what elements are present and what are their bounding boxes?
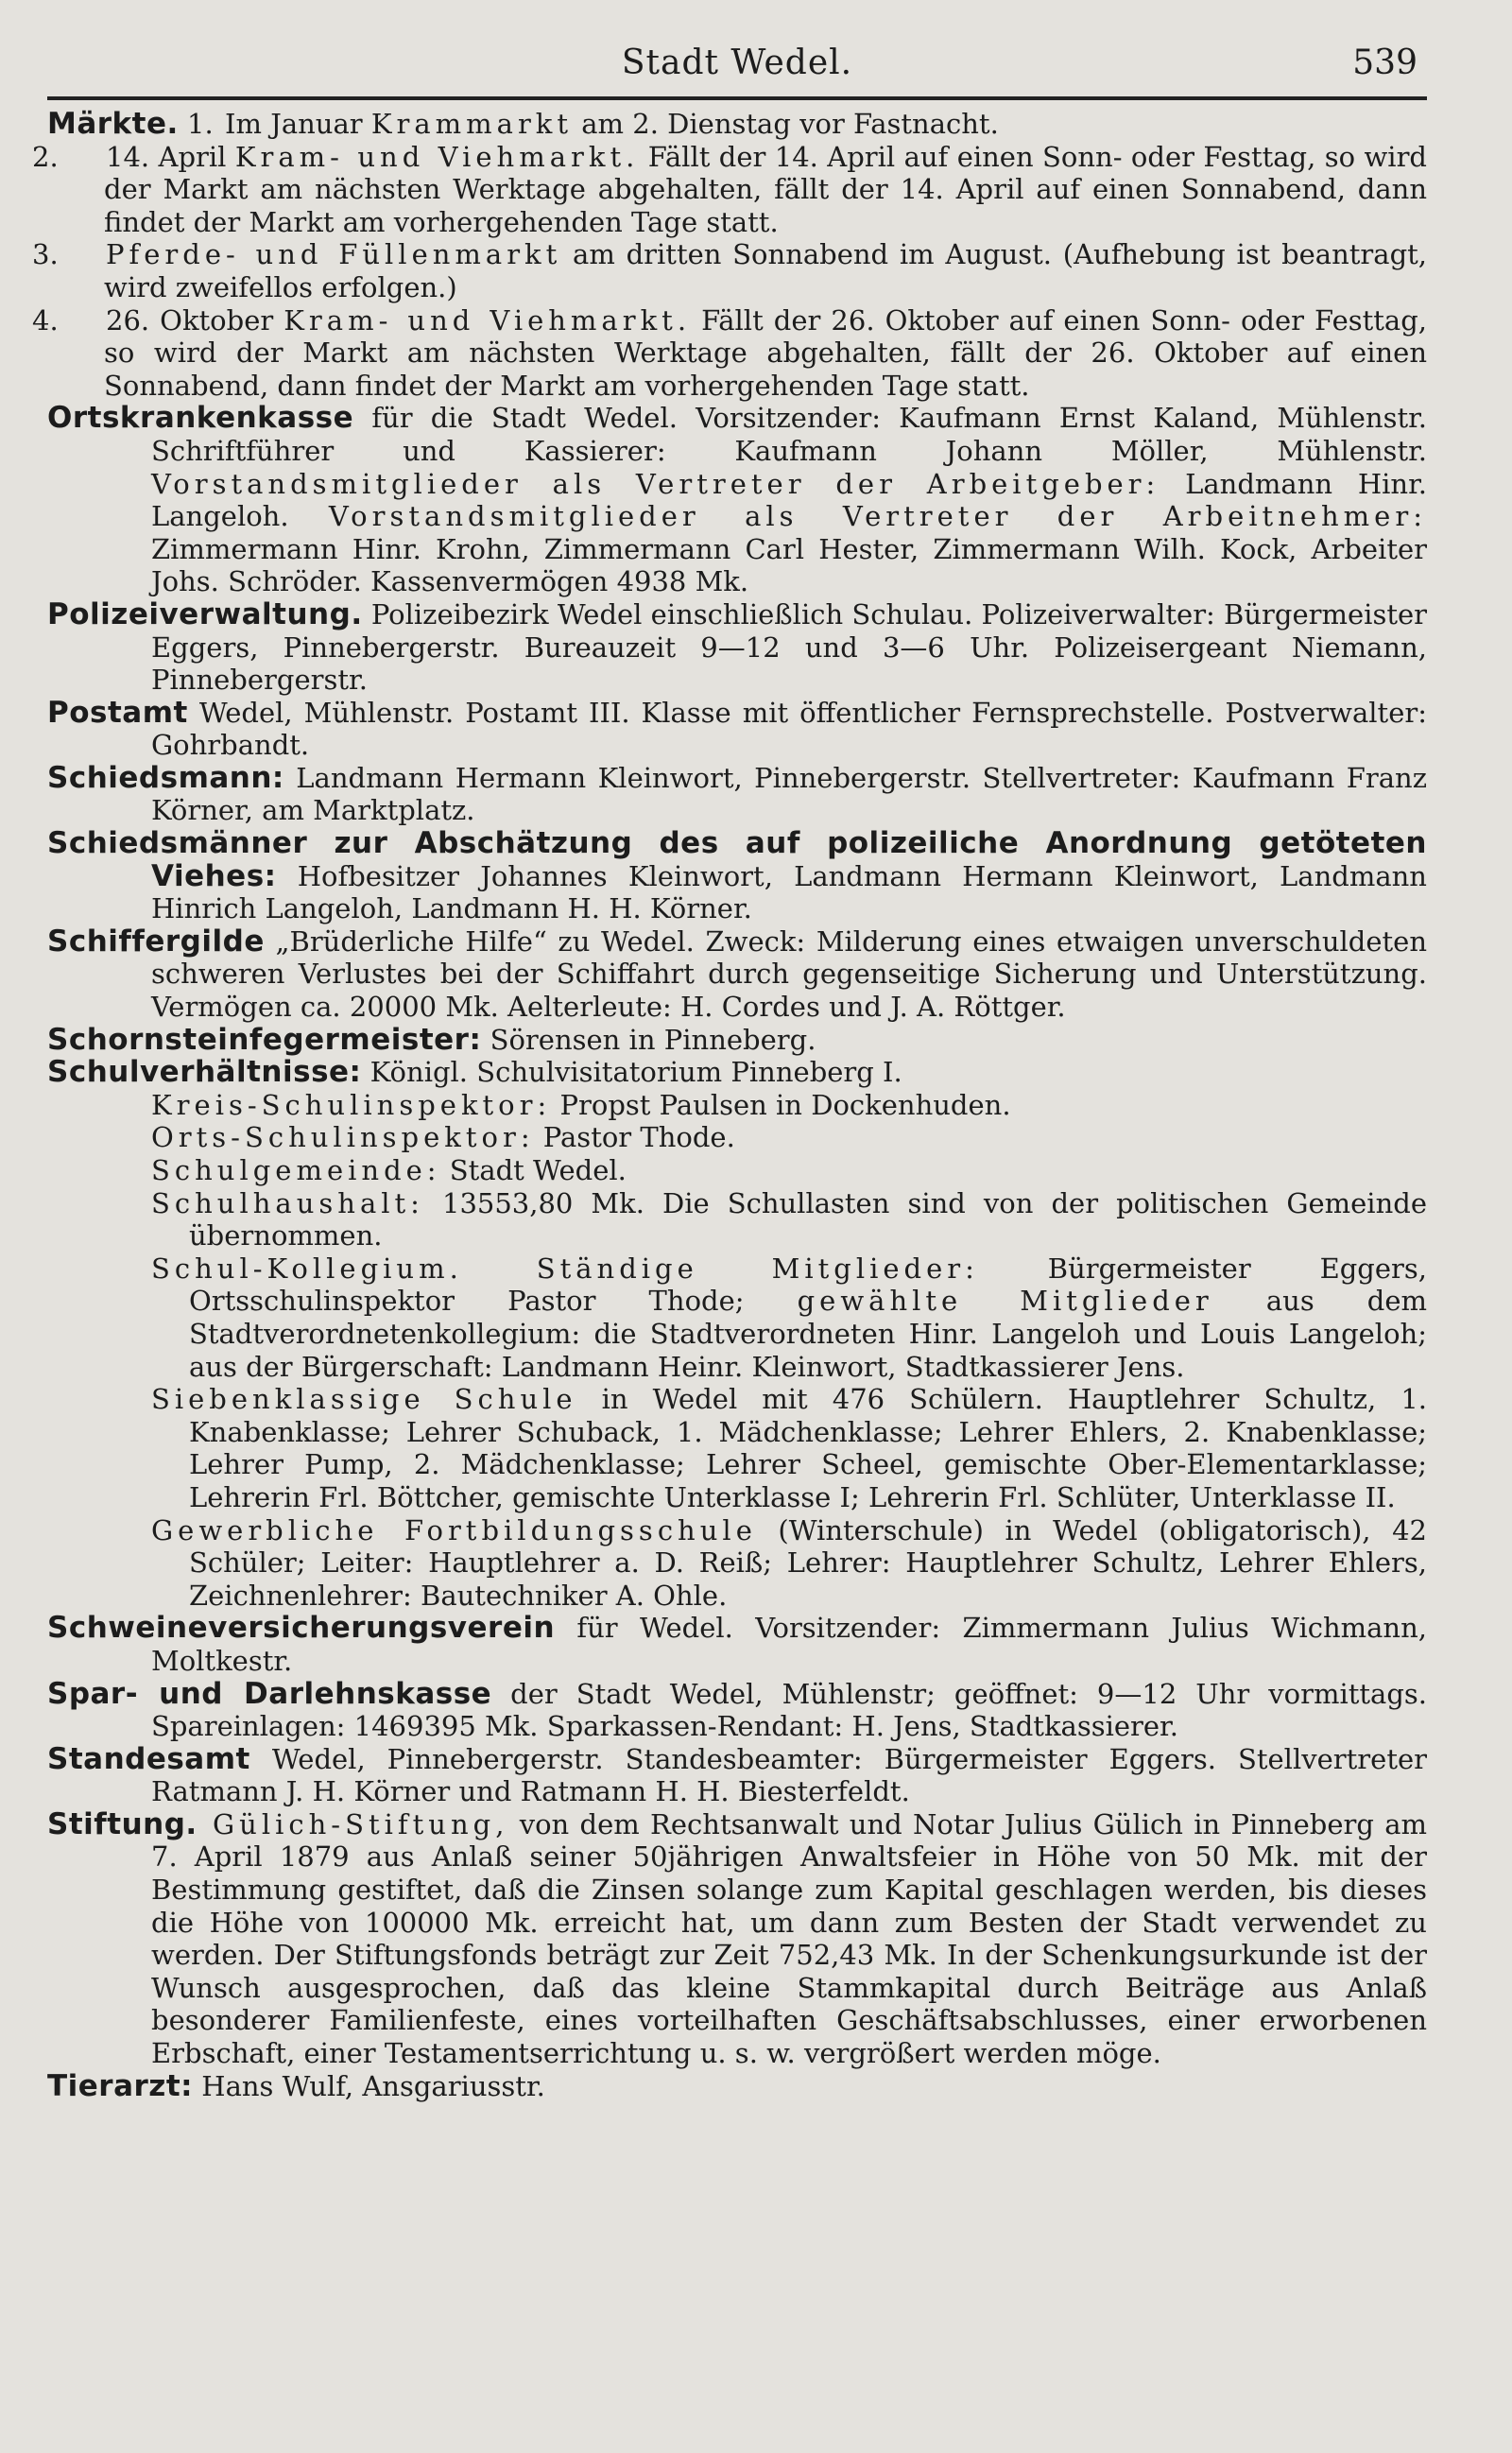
entry-schulverhaeltnisse — [47, 1056, 1427, 1089]
entry-heading: Standesamt — [47, 1741, 250, 1776]
entry-spaced-term: Vorstandsmitglieder als Vertreter der Arbeitgeber: — [151, 467, 1160, 500]
entry-text: Landmann Hinr. Langeloh. — [151, 467, 1427, 533]
item-text: Propst Paulsen in Dockenhuden. — [551, 1088, 1011, 1121]
entry-text: Wedel, Pinnebergerstr. Standesbeamter: Bürgermeister Eggers. Stellvertreter Ratmann J. H. Körner und Ratmann H. H. Biesterfeldt. — [151, 1742, 1427, 1808]
page-header — [47, 38, 1427, 100]
entry-text: Königl. Schulvisitatorium Pinneberg I. — [361, 1056, 902, 1089]
entry-maerkte — [47, 108, 1427, 141]
entry-heading: Tierarzt: — [47, 2068, 194, 2103]
item-spaced-term: Siebenklassige Schule — [151, 1383, 577, 1416]
entry-spaced-term: Vorstandsmitglieder als Vertreter der Arbeitnehmer: — [328, 500, 1427, 533]
item-text: Stadt Wedel. — [440, 1154, 627, 1186]
entry-heading: Schiedsmann: — [47, 760, 284, 795]
item-spaced-term: Kram- und Viehmarkt. — [284, 303, 692, 337]
entry-heading: Schornsteinfegermeister: — [47, 1022, 482, 1057]
list-item — [32, 140, 1427, 239]
item-spaced-term: Schulhaushalt: — [151, 1186, 424, 1219]
item-spaced-term: gewählte Mitglieder — [797, 1285, 1213, 1318]
item-spaced-term: Gewerbliche Fortbildungsschule — [151, 1513, 757, 1546]
entry-heading: Spar- und Darlehnskasse — [47, 1676, 492, 1711]
entry-stiftung — [47, 1808, 1427, 2070]
item-spaced-term: Kreis-Schulinspektor: — [151, 1088, 552, 1121]
entry-heading: Schiffergilde — [47, 924, 265, 959]
entry-text: von dem Rechtsanwalt und Notar Julius Gülich in Pinneberg am 7. April 1879 aus Anlaß seiner 50jährigen Anwaltsfeier in Höhe von 50 Mk. mit der Bestimmung gestiftet, daß die Zinsen solange zum Kapital geschlagen werden, bis dieses die Höhe von 100000 Mk. erreicht hat, um dann zum Besten der Stadt verwendet zu werden. Der Stiftungsfonds beträgt zur Zeit 752,43 Mk. In der Schenkungsurkunde ist der Wunsch ausgesprochen, daß das kleine Stammkapital durch Beiträge aus Anlaß besonderer Familienfeste, eines vorteilhaften Geschäftsabschlusses, einer erworbenen Erbschaft, einer Testamentserrichtung u. s. w. vergrößert werden möge. — [151, 1807, 1428, 2070]
list-item — [47, 1383, 1427, 1513]
item-text: am dritten Sonnabend im August. (Aufhebung ist beantragt, wird zweifellos erfolgen.) — [104, 238, 1428, 303]
entry-text: „Brüderliche Hilfe“ zu Wedel. Zweck: Milderung eines etwaigen unverschuldeten schweren Verlustes bei der Schiffahrt durch gegenseitige Sicherung und Unterstützung. Vermögen ca. 20000 Mk. Aelterleute: H. Cordes und J. A. Röttger. — [151, 924, 1427, 1024]
entry-schiedsmann — [47, 762, 1427, 827]
entry-text: für die Stadt Wedel. Vorsitzender: Kaufmann Ernst Kaland, Mühlenstr. Schriftführer und Kassierer: Kaufmann Johann Möller, Mühlenstr. — [151, 402, 1427, 467]
entry-heading: Schweineversicherungsverein — [47, 1611, 556, 1646]
entry-heading: Schiedsmänner zur Abschätzung des auf polizeiliche Anordnung getöteten Viehes: — [47, 826, 1427, 893]
running-title: Stadt Wedel. — [621, 43, 853, 82]
item-text: 13553,80 Mk. Die Schullasten sind von der politischen Gemeinde übernommen. — [189, 1186, 1427, 1252]
item-text: Im Januar — [225, 108, 371, 140]
item-text: Pastor Thode. — [534, 1121, 735, 1154]
item-spaced-term: Krammarkt — [370, 108, 574, 140]
page-number: 539 — [1352, 43, 1418, 82]
entry-text: Hans Wulf, Ansgariusstr. — [193, 2069, 545, 2102]
item-spaced-term: Schulgemeinde: — [151, 1154, 441, 1186]
item-number: 4. — [32, 303, 59, 337]
list-item — [47, 1514, 1427, 1613]
list-item — [47, 1187, 1427, 1252]
list-item — [32, 238, 1428, 303]
list-item — [32, 303, 1427, 403]
entry-heading: Polizeiverwaltung. — [47, 596, 363, 631]
entry-polizeiverwaltung — [47, 598, 1427, 697]
item-text: (Winterschule) in Wedel (obligatorisch), 42 Schüler; Leiter: Hauptlehrer a. D. Reiß; Lehrer: Hauptlehrer Schultz, Lehrer Ehlers, Zeichnenlehrer: Bautechniker A. Ohle. — [189, 1513, 1427, 1612]
entry-heading: Schulverhältnisse: — [47, 1055, 362, 1090]
entry-text: Polizeibezirk Wedel einschließlich Schulau. Polizeiverwalter: Bürgermeister Eggers, Pinnebergerstr. Bureauzeit 9—12 und 3—6 Uhr. Polizeisergeant Niemann, Pinnebergerstr. — [151, 597, 1427, 697]
list-item — [47, 1154, 1427, 1187]
entry-schiffergilde — [47, 925, 1427, 1024]
item-text: Bürgermeister Eggers, Ortsschulinspektor Pastor Thode; — [189, 1252, 1427, 1318]
item-text: Fällt der 14. April auf einen Sonn- oder Festtag, so wird der Markt am nächsten Werktage abgehalten, fällt der 14. April auf einen Sonnabend, dann findet der Markt am vorhergehenden Tage statt. — [104, 140, 1427, 238]
entry-tierarzt — [47, 2070, 1427, 2103]
entry-text: der Stadt Wedel, Mühlenstr; geöffnet: 9—12 Uhr vormittags. Spareinlagen: 1469395 Mk. Sparkassen-Rendant: H. Jens, Stadtkassierer. — [151, 1677, 1427, 1743]
item-spaced-term: Orts-Schulinspektor: — [151, 1121, 535, 1154]
entry-postamt — [47, 697, 1427, 762]
item-text: in Wedel mit 476 Schülern. Hauptlehrer Schultz, 1. Knabenklasse; Lehrer Schuback, 1. Mädchenklasse; Lehrer Ehlers, 2. Knabenklasse; Lehrer Pump, 2. Mädchenklasse; Lehrer Scheel, gemischte Ober-Elementarklasse; Lehrerin Frl. Böttcher, gemischte Unterklasse I; Lehrerin Frl. Schlüter, Unterklasse II. — [189, 1383, 1427, 1513]
entry-heading: Märkte. — [47, 107, 179, 141]
entry-text: Hofbesitzer Johannes Kleinwort, Landmann Hermann Kleinwort, Landmann Hinrich Langeloh, Landmann H. H. Körner. — [151, 859, 1427, 925]
entry-ortskrankenkasse — [47, 402, 1427, 598]
entry-standesamt — [47, 1743, 1427, 1808]
item-text: Fällt der 26. Oktober auf einen Sonn- oder Festtag, so wird der Markt am nächsten Werktage abgehalten, fällt der 26. Oktober auf einen Sonnabend, dann findet der Markt am vorhergehenden Tage statt. — [104, 303, 1427, 402]
list-item — [47, 1121, 1427, 1154]
entry-text: für Wedel. Vorsitzender: Zimmermann Julius Wichmann, Moltkestr. — [151, 1612, 1427, 1677]
entry-text: Zimmermann Hinr. Krohn, Zimmermann Carl Hester, Zimmermann Wilh. Kock, Arbeiter Johs. Schröder. Kassenvermögen 4938 Mk. — [151, 532, 1427, 598]
item-number: 3. — [32, 238, 59, 271]
entry-spaced-term: Gülich-Stiftung, — [197, 1807, 509, 1840]
item-text: 26. Oktober — [106, 303, 284, 337]
entry-schornsteinfegermeister — [47, 1024, 1427, 1057]
entry-heading: Ortskrankenkasse — [47, 401, 354, 436]
page-body — [32, 107, 1428, 2103]
list-item — [47, 1089, 1427, 1122]
item-text: 14. April — [106, 140, 235, 173]
entry-text: Landmann Hermann Kleinwort, Pinnebergerstr. Stellvertreter: Kaufmann Franz Körner, am Marktplatz. — [151, 761, 1427, 827]
entry-heading: Postamt — [47, 695, 188, 730]
item-number: 1. — [187, 108, 214, 140]
entry-text: Wedel, Mühlenstr. Postamt III. Klasse mit öffentlicher Fernsprechstelle. Postverwalter: Gohrbandt. — [151, 696, 1427, 762]
item-number: 2. — [32, 140, 59, 173]
entry-schweineversicherungsverein — [47, 1612, 1427, 1677]
item-text: am 2. Dienstag vor Fastnacht. — [573, 108, 999, 140]
item-spaced-term: Schul-Kollegium. Ständige Mitglieder: — [151, 1252, 979, 1285]
entry-text: Sörensen in Pinneberg. — [481, 1023, 816, 1056]
entry-heading: Stiftung. — [47, 1806, 198, 1841]
item-text: aus dem Stadtverordnetenkollegium: die Stadtverordneten Hinr. Langeloh und Louis Langeloh; aus der Bürgerschaft: Landmann Heinr. Kleinwort, Stadtkassierer Jens. — [189, 1285, 1428, 1383]
item-spaced-term: Pferde- und Füllenmarkt — [106, 238, 562, 271]
list-item — [47, 1252, 1427, 1383]
entry-sparkasse — [47, 1678, 1427, 1743]
entry-schiedsmaenner — [47, 827, 1427, 925]
item-spaced-term: Kram- und Viehmarkt. — [234, 140, 640, 173]
